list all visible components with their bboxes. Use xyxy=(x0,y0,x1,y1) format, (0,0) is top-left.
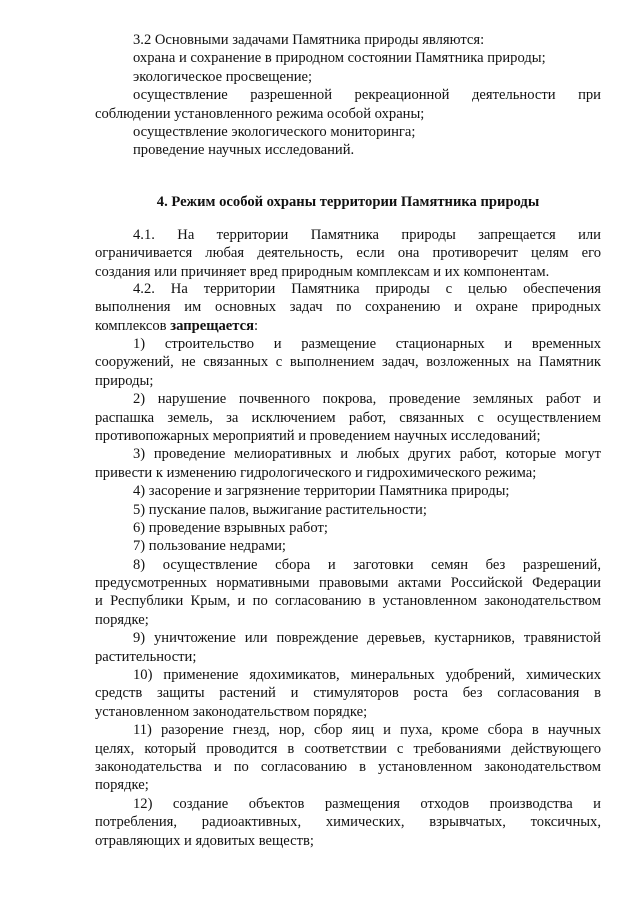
text-line: природы; xyxy=(95,372,154,389)
text-line: выполнения им основных задач по сохранению и охране природных xyxy=(95,299,601,316)
text-line: 3) проведение мелиоративных и любых других работ, которые могут xyxy=(133,446,601,463)
text-line: 4.2. На территории Памятника природы с целью обеспечения xyxy=(133,281,601,297)
text-line: целях, который проводится в соответствии с требованиями действующего xyxy=(95,740,601,757)
text-line: 1) строительство и размещение стационарных и временных xyxy=(133,336,601,352)
list-item xyxy=(95,445,601,482)
text-line: экологическое просвещение; xyxy=(133,68,313,85)
text-line: 9) уничтожение или повреждение деревьев, кустарников, травянистой xyxy=(133,630,601,647)
text-line: 6) проведение взрывных работ; xyxy=(133,519,328,536)
text-line: 4) засорение и загрязнение территории Памятника природы; xyxy=(133,483,510,500)
section-heading: 4. Режим особой охраны территории Памятника природы xyxy=(156,194,540,210)
list-item xyxy=(95,482,601,500)
list-item xyxy=(95,537,601,555)
list-item xyxy=(95,556,601,630)
text-line: 5) пускание палов, выжигание растительности; xyxy=(133,501,427,518)
text-line: ограничивается любая деятельность, если она противоречит целям его xyxy=(95,245,601,262)
text-line: законодательства и по согласованию в установленном законодательством xyxy=(95,758,601,775)
list-item xyxy=(95,721,601,795)
text-line: предусмотренных нормативными правовыми актами Российской Федерации xyxy=(95,575,601,592)
text-line: проведение научных исследований. xyxy=(133,142,355,159)
text-line: порядке; xyxy=(95,777,149,794)
list-item xyxy=(95,501,601,519)
text-fragment: : xyxy=(254,317,259,334)
text-fragment: комплексов xyxy=(95,317,171,334)
list-item xyxy=(95,519,601,537)
list-item xyxy=(95,335,601,390)
text-line: противопожарных мероприятий и проведением научных исследований; xyxy=(95,427,541,444)
text-line: 12) создание объектов размещения отходов производства и xyxy=(133,795,601,812)
paragraph-4-2 xyxy=(95,280,601,335)
text-line: растительности; xyxy=(95,648,197,665)
list-item xyxy=(95,666,601,721)
text-line: распашка земель, за исключением работ, связанных с осуществлением xyxy=(95,409,601,426)
list-item xyxy=(95,629,601,666)
text-line: установленном законодательством порядке; xyxy=(95,703,368,720)
text-line: 11) разорение гнезд, нор, сбор яиц и пуха, кроме сбора в научных xyxy=(133,722,601,739)
text-line: 3.2 Основными задачами Памятника природы являются: xyxy=(133,32,485,48)
text-line: 10) применение ядохимикатов, минеральных удобрений, химических xyxy=(133,667,601,684)
text-line: сооружений, не связанных с выполнением задач, возложенных на Памятник xyxy=(95,354,601,371)
emphasis-prohibited: запрещается xyxy=(170,317,255,334)
text-line: 7) пользование недрами; xyxy=(133,538,286,555)
list-item xyxy=(95,795,601,850)
text-line: 4.1. На территории Памятника природы запрещается или xyxy=(133,227,601,243)
list-item xyxy=(95,390,601,445)
text-line: охрана и сохранение в природном состоянии Памятника природы; xyxy=(133,50,546,67)
text-line: соблюдении установленного режима особой охраны; xyxy=(95,105,425,122)
section-3-2 xyxy=(95,31,601,160)
text-line: осуществление экологического мониторинга; xyxy=(133,123,416,140)
text-line: 2) нарушение почвенного покрова, проведение земляных работ и xyxy=(133,391,601,408)
text-line: средств защиты растений и стимуляторов роста без согласования в xyxy=(95,685,601,702)
text-line: создания или причиняет вред природным комплексам и их компонентам. xyxy=(95,263,550,280)
prohibition-list xyxy=(95,335,601,850)
text-line: отравляющих и ядовитых веществ; xyxy=(95,832,314,849)
text-line: и Республики Крым, и по согласованию в установленном законодательством xyxy=(95,593,601,610)
text-line: осуществление разрешенной рекреационной деятельности при xyxy=(133,87,601,104)
text-line: 8) осуществление сбора и заготовки семян без разрешений, xyxy=(133,556,601,573)
text-line: порядке; xyxy=(95,611,149,628)
text-line xyxy=(95,317,601,335)
text-line: привести к изменению гидрологического и гидрохимического режима; xyxy=(95,464,537,481)
text-line: потребления, радиоактивных, химических, взрывчатых, токсичных, xyxy=(95,814,601,831)
paragraph-4-1 xyxy=(95,226,601,281)
